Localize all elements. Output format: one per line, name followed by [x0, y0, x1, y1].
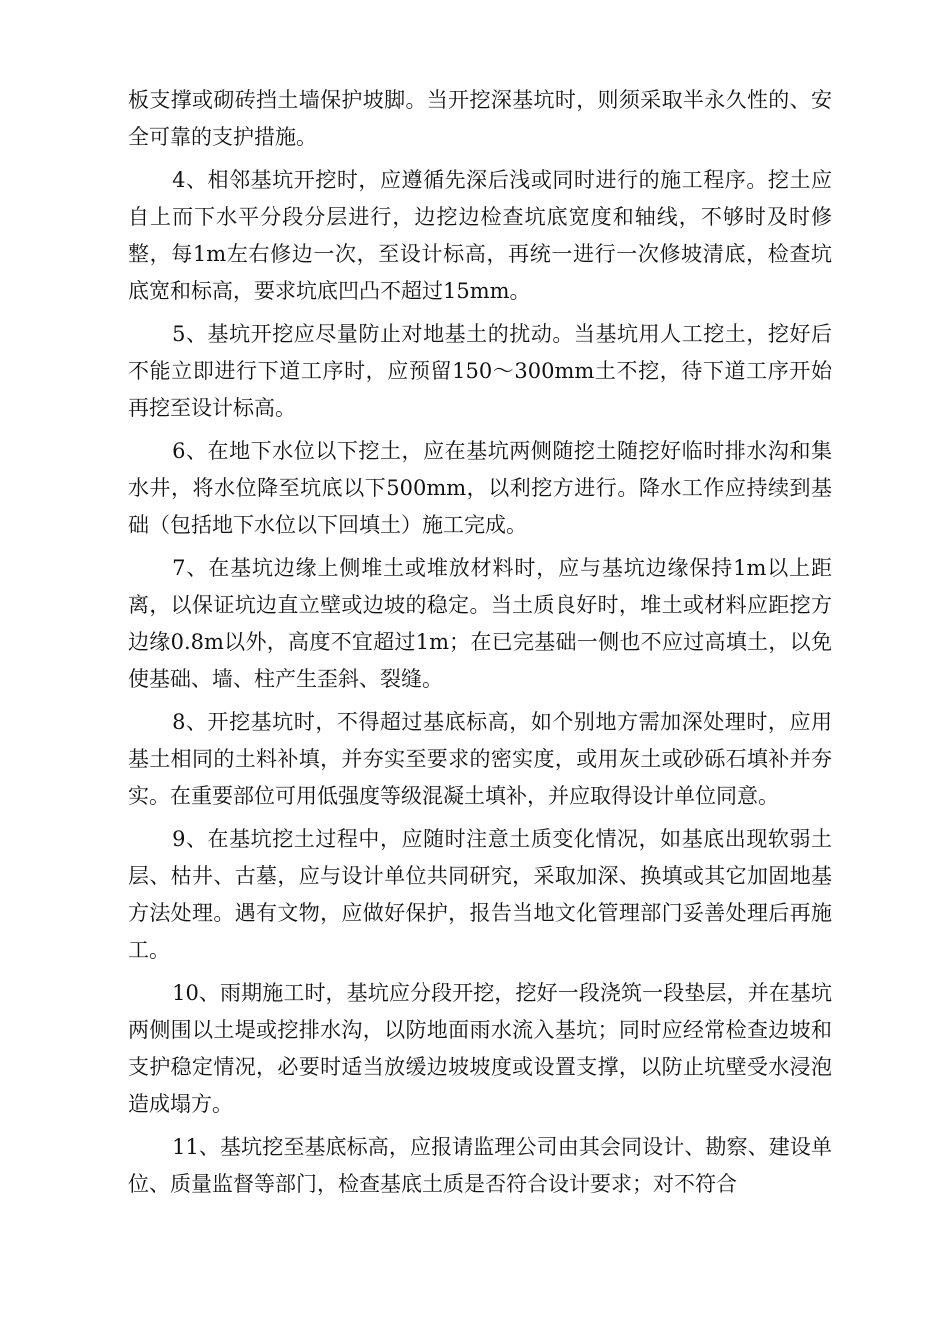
paragraph-item-8: 8、开挖基坑时，不得超过基底标高，如个别地方需加深处理时，应用基土相同的土料补填，并夯实至要求的密实度，或用灰土或砂砾石填补并夯实。在重要部位可用低强度等级混凝土填补，并应取得设计单位同意。	[128, 710, 832, 808]
paragraph-continuation: 板支撑或砌砖挡土墙保护坡脚。当开挖深基坑时，则须采取半永久性的、安全可靠的支护措施。	[128, 88, 832, 149]
paragraph-item-6: 6、在地下水位以下挖土，应在基坑两侧随挖土随挖好临时排水沟和集水井，将水位降至坑底以下500mm，以利挖方进行。降水工作应持续到基础（包括地下水位以下回填土）施工完成。	[128, 439, 832, 537]
document-body	[128, 82, 832, 1209]
paragraph-item-5: 5、基坑开挖应尽量防止对地基土的扰动。当基坑用人工挖土，挖好后不能立即进行下道工序时，应预留150～300mm土不挖，待下道工序开始再挖至设计标高。	[128, 322, 832, 420]
paragraph-item-9: 9、在基坑挖土过程中，应随时注意土质变化情况，如基底出现软弱土层、枯井、古墓，应与设计单位共同研究，采取加深、换填或其它加固地基方法处理。遇有文物，应做好保护，报告当地文化管理部门妥善处理后再施工。	[128, 827, 832, 962]
paragraph-item-11: 11、基坑挖至基底标高，应报请监理公司由其会同设计、勘察、建设单位、质量监督等部门，检查基底土质是否符合设计要求；对不符合	[128, 1135, 832, 1196]
paragraph-item-10: 10、雨期施工时，基坑应分段开挖，挖好一段浇筑一段垫层，并在基坑两侧围以土堤或挖排水沟，以防地面雨水流入基坑；同时应经常检查边坡和支护稳定情况，必要时适当放缓边坡坡度或设置支撑，以防止坑壁受水浸泡造成塌方。	[128, 981, 832, 1116]
paragraph-item-7: 7、在基坑边缘上侧堆土或堆放材料时，应与基坑边缘保持1m以上距离，以保证坑边直立壁或边坡的稳定。当土质良好时，堆土或材料应距挖方边缘0.8m以外，高度不宜超过1m；在已完基础一侧也不应过高填土，以免使基础、墙、柱产生歪斜、裂缝。	[128, 556, 832, 691]
paragraph-item-4: 4、相邻基坑开挖时，应遵循先深后浅或同时进行的施工程序。挖土应自上而下水平分段分层进行，边挖边检查坑底宽度和轴线，不够时及时修整，每1m左右修边一次，至设计标高，再统一进行一次修坡清底，检查坑底宽和标高，要求坑底凹凸不超过15mm。	[128, 168, 832, 303]
